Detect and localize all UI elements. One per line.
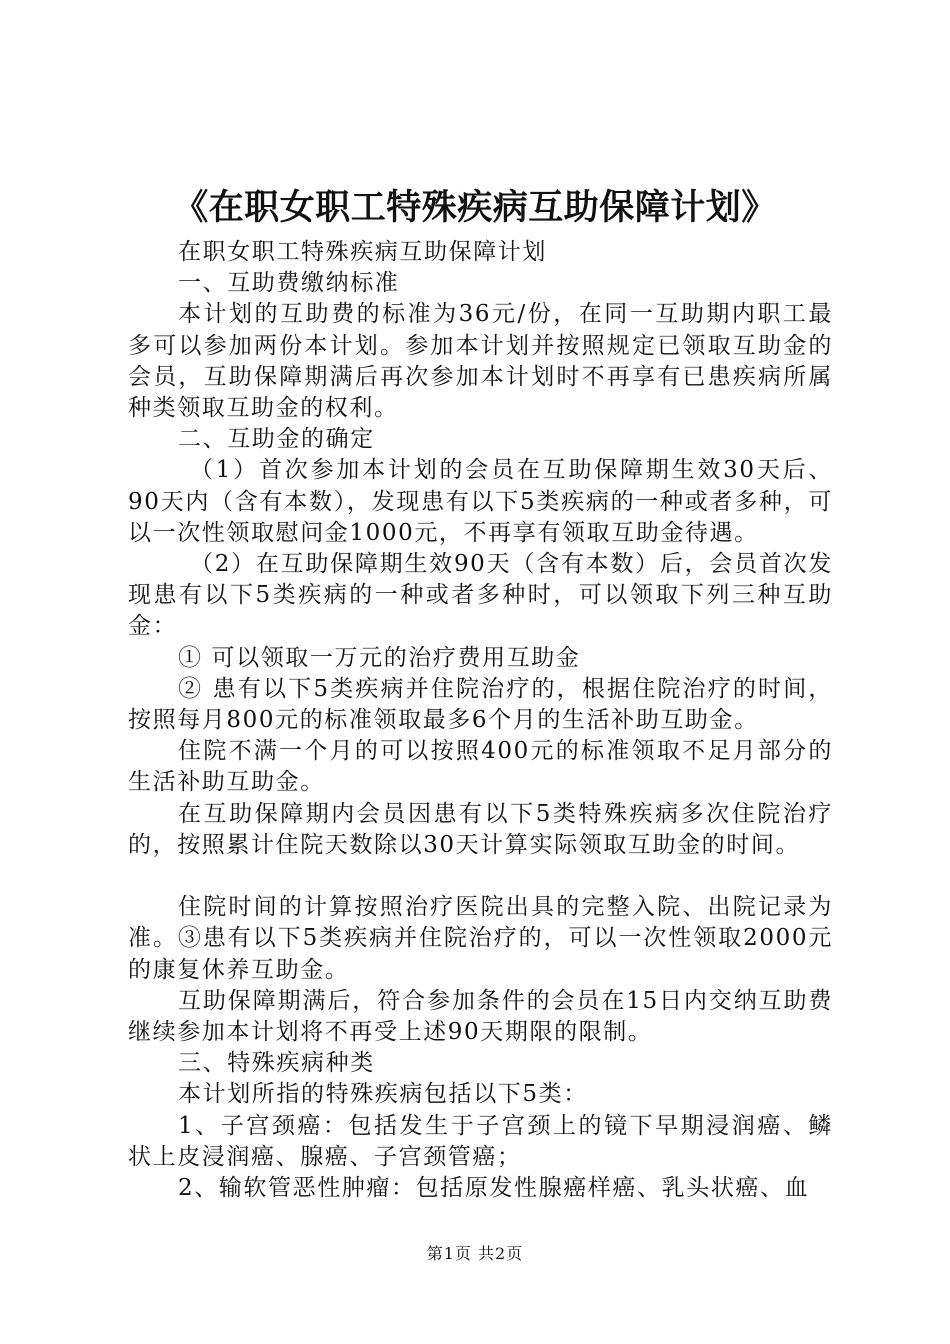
page-footer: 第1页 共2页: [426, 1244, 524, 1263]
section-heading: 二、互助金的确定: [178, 426, 375, 453]
list-item: ① 可以领取一万元的治疗费用互助金: [178, 644, 581, 671]
document-title: 《在职女职工特殊疾病互助保障计划》: [173, 187, 777, 228]
body-paragraph: （1）首次参加本计划的会员在互助保障期生效30天后、90天内（含有本数），发现患有以下5类疾病的一种或者多种，可以一次性领取慰问金1000元，不再享有领取互助金待遇。: [128, 457, 833, 546]
body-paragraph: 住院时间的计算按照治疗医院出具的完整入院、出院记录为准。③患有以下5类疾病并住院治疗的，可以一次性领取2000元的康复休养互助金。: [128, 894, 833, 983]
body-paragraph: 在职女职工特殊疾病互助保障计划: [178, 239, 547, 265]
body-paragraph: 住院不满一个月的可以按照400元的标准领取不足月部分的生活补助互助金。: [128, 738, 833, 796]
list-item: ② 患有以下5类疾病并住院治疗的，根据住院治疗的时间，按照每月800元的标准领取最多6个月的生活补助互助金。: [128, 675, 833, 734]
body-paragraph: 本计划的互助费的标准为36元/份，在同一互助期内职工最多可以参加两份本计划。参加本计划并按照规定已领取互助金的会员，互助保障期满后再次参加本计划时不再享有已患疾病所属种类领取互助金的权利。: [128, 301, 833, 422]
section-heading: 三、特殊疾病种类: [178, 1050, 375, 1077]
list-item: 2、输软管恶性肿瘤：包括原发性腺癌样癌、乳头状癌、血: [178, 1175, 810, 1202]
section-heading: 一、互助费缴纳标准: [178, 270, 400, 297]
body-paragraph: （2）在互助保障期生效90天（含有本数）后，会员首次发现患有以下5类疾病的一种或者多种时，可以领取下列三种互助金：: [128, 551, 833, 640]
document-body: [128, 237, 833, 1204]
body-paragraph: 互助保障期满后，符合参加条件的会员在15日内交纳互助费继续参加本计划将不再受上述90天期限的限制。: [128, 987, 833, 1046]
blank-line: [128, 861, 833, 892]
list-item: 1、子宫颈癌：包括发生于子宫颈上的镜下早期浸润癌、鳞状上皮浸润癌、腺癌、子宫颈管癌；: [128, 1112, 833, 1170]
body-paragraph: 本计划所指的特殊疾病包括以下5类：: [178, 1081, 588, 1108]
body-paragraph: 在互助保障期内会员因患有以下5类特殊疾病多次住院治疗的，按照累计住院天数除以30天计算实际领取互助金的时间。: [128, 800, 833, 858]
